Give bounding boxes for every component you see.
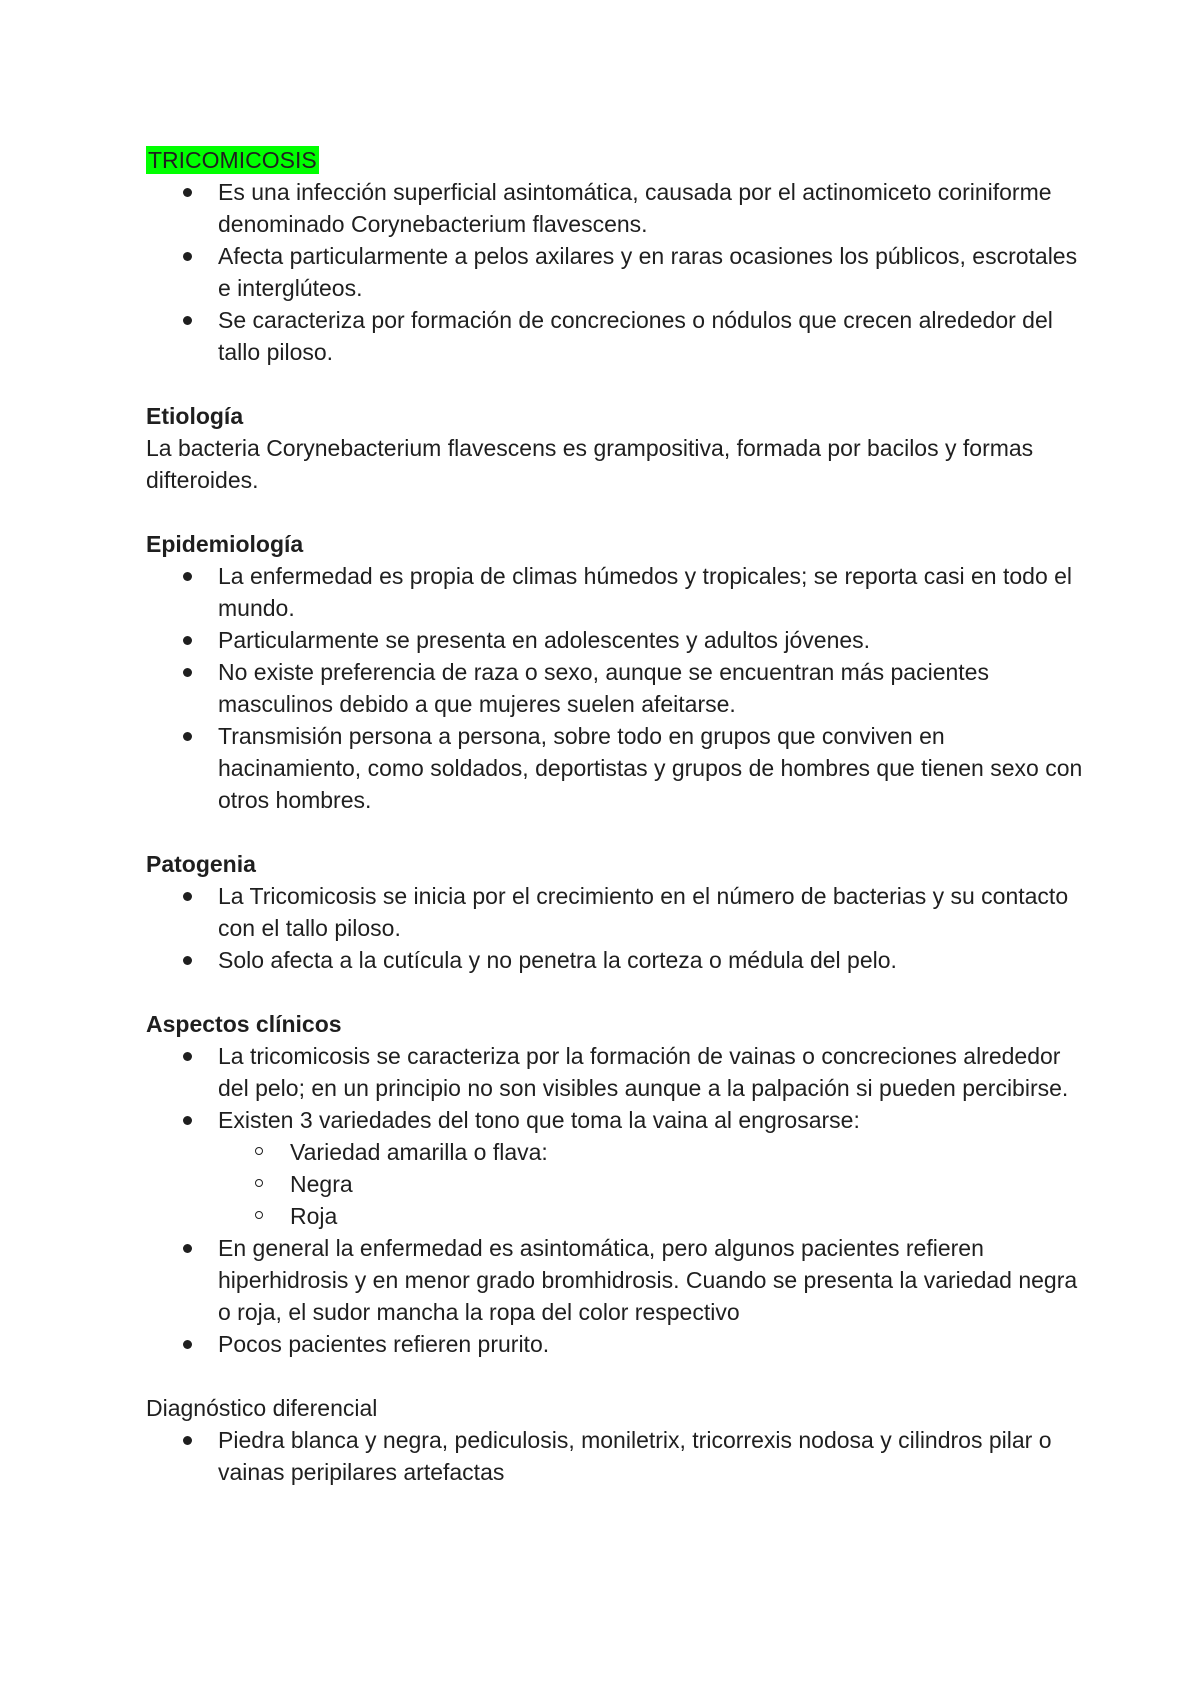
list-item: Se caracteriza por formación de concreciones o nódulos que crecen alrededor del tallo piloso. (218, 304, 1086, 368)
bullet-icon (183, 1244, 192, 1253)
list-item: La Tricomicosis se inicia por el crecimiento en el número de bacterias y su contacto con el tallo piloso. (218, 880, 1086, 944)
bullet-icon (183, 316, 192, 325)
intro-list (146, 176, 1086, 368)
diagnostico-list (146, 1424, 1086, 1488)
section-heading-patogenia: Patogenia (146, 851, 256, 877)
epidemiologia-list (146, 560, 1086, 816)
etiologia-text: La bacteria Corynebacterium flavescens es grampositiva, formada por bacilos y formas difteroides. (146, 435, 1034, 493)
document-page (146, 144, 1086, 1488)
document-title: TRICOMICOSIS (148, 147, 317, 173)
bullet-icon (183, 252, 192, 261)
list-item: La enfermedad es propia de climas húmedos y tropicales; se reporta casi en todo el mundo. (218, 560, 1086, 624)
section-heading-aspectos-clinicos: Aspectos clínicos (146, 1011, 342, 1037)
bullet-icon (183, 1116, 192, 1125)
sub-list-item: Variedad amarilla o flava: (290, 1136, 1086, 1168)
bullet-icon (183, 1052, 192, 1061)
bullet-icon (183, 572, 192, 581)
list-item: Piedra blanca y negra, pediculosis, moniletrix, tricorrexis nodosa y cilindros pilar o vainas peripilares artefactas (218, 1424, 1086, 1488)
hollow-bullet-icon (255, 1147, 263, 1155)
aspectos-list (146, 1040, 1086, 1360)
hollow-bullet-icon (255, 1211, 263, 1219)
list-item: Pocos pacientes refieren prurito. (218, 1328, 1086, 1360)
bullet-icon (183, 636, 192, 645)
hollow-bullet-icon (255, 1179, 263, 1187)
sub-list-item: Negra (290, 1168, 1086, 1200)
patogenia-list (146, 880, 1086, 976)
section-heading-etiologia: Etiología (146, 403, 244, 429)
list-item: Particularmente se presenta en adolescentes y adultos jóvenes. (218, 624, 1086, 656)
bullet-icon (183, 732, 192, 741)
sub-list-item: Roja (290, 1200, 1086, 1232)
list-item: Afecta particularmente a pelos axilares y en raras ocasiones los públicos, escrotales e interglúteos. (218, 240, 1086, 304)
section-heading-diagnostico: Diagnóstico diferencial (146, 1395, 378, 1421)
list-item: La tricomicosis se caracteriza por la formación de vainas o concreciones alrededor del pelo; en un principio no son visibles aunque a la palpación si pueden percibirse. (218, 1040, 1086, 1104)
bullet-icon (183, 892, 192, 901)
list-item: No existe preferencia de raza o sexo, aunque se encuentran más pacientes masculinos debido a que mujeres suelen afeitarse. (218, 656, 1086, 720)
list-item: Es una infección superficial asintomática, causada por el actinomiceto coriniforme denominado Corynebacterium flavescens. (218, 176, 1086, 240)
list-item: Solo afecta a la cutícula y no penetra la corteza o médula del pelo. (218, 944, 1086, 976)
list-item: Existen 3 variedades del tono que toma la vaina al engrosarse: Variedad amarilla o flava: Negra Roja (218, 1104, 1086, 1232)
bullet-icon (183, 956, 192, 965)
bullet-icon (183, 1436, 192, 1445)
list-item: En general la enfermedad es asintomática, pero algunos pacientes refieren hiperhidrosis y en menor grado bromhidrosis. Cuando se presenta la variedad negra o roja, el sudor mancha la ropa del color respectivo (218, 1232, 1086, 1328)
bullet-icon (183, 668, 192, 677)
bullet-icon (183, 1340, 192, 1349)
bullet-icon (183, 188, 192, 197)
list-item: Transmisión persona a persona, sobre todo en grupos que conviven en hacinamiento, como soldados, deportistas y grupos de hombres que tienen sexo con otros hombres. (218, 720, 1086, 816)
section-heading-epidemiologia: Epidemiología (146, 531, 304, 557)
variedades-sublist (218, 1136, 1086, 1232)
